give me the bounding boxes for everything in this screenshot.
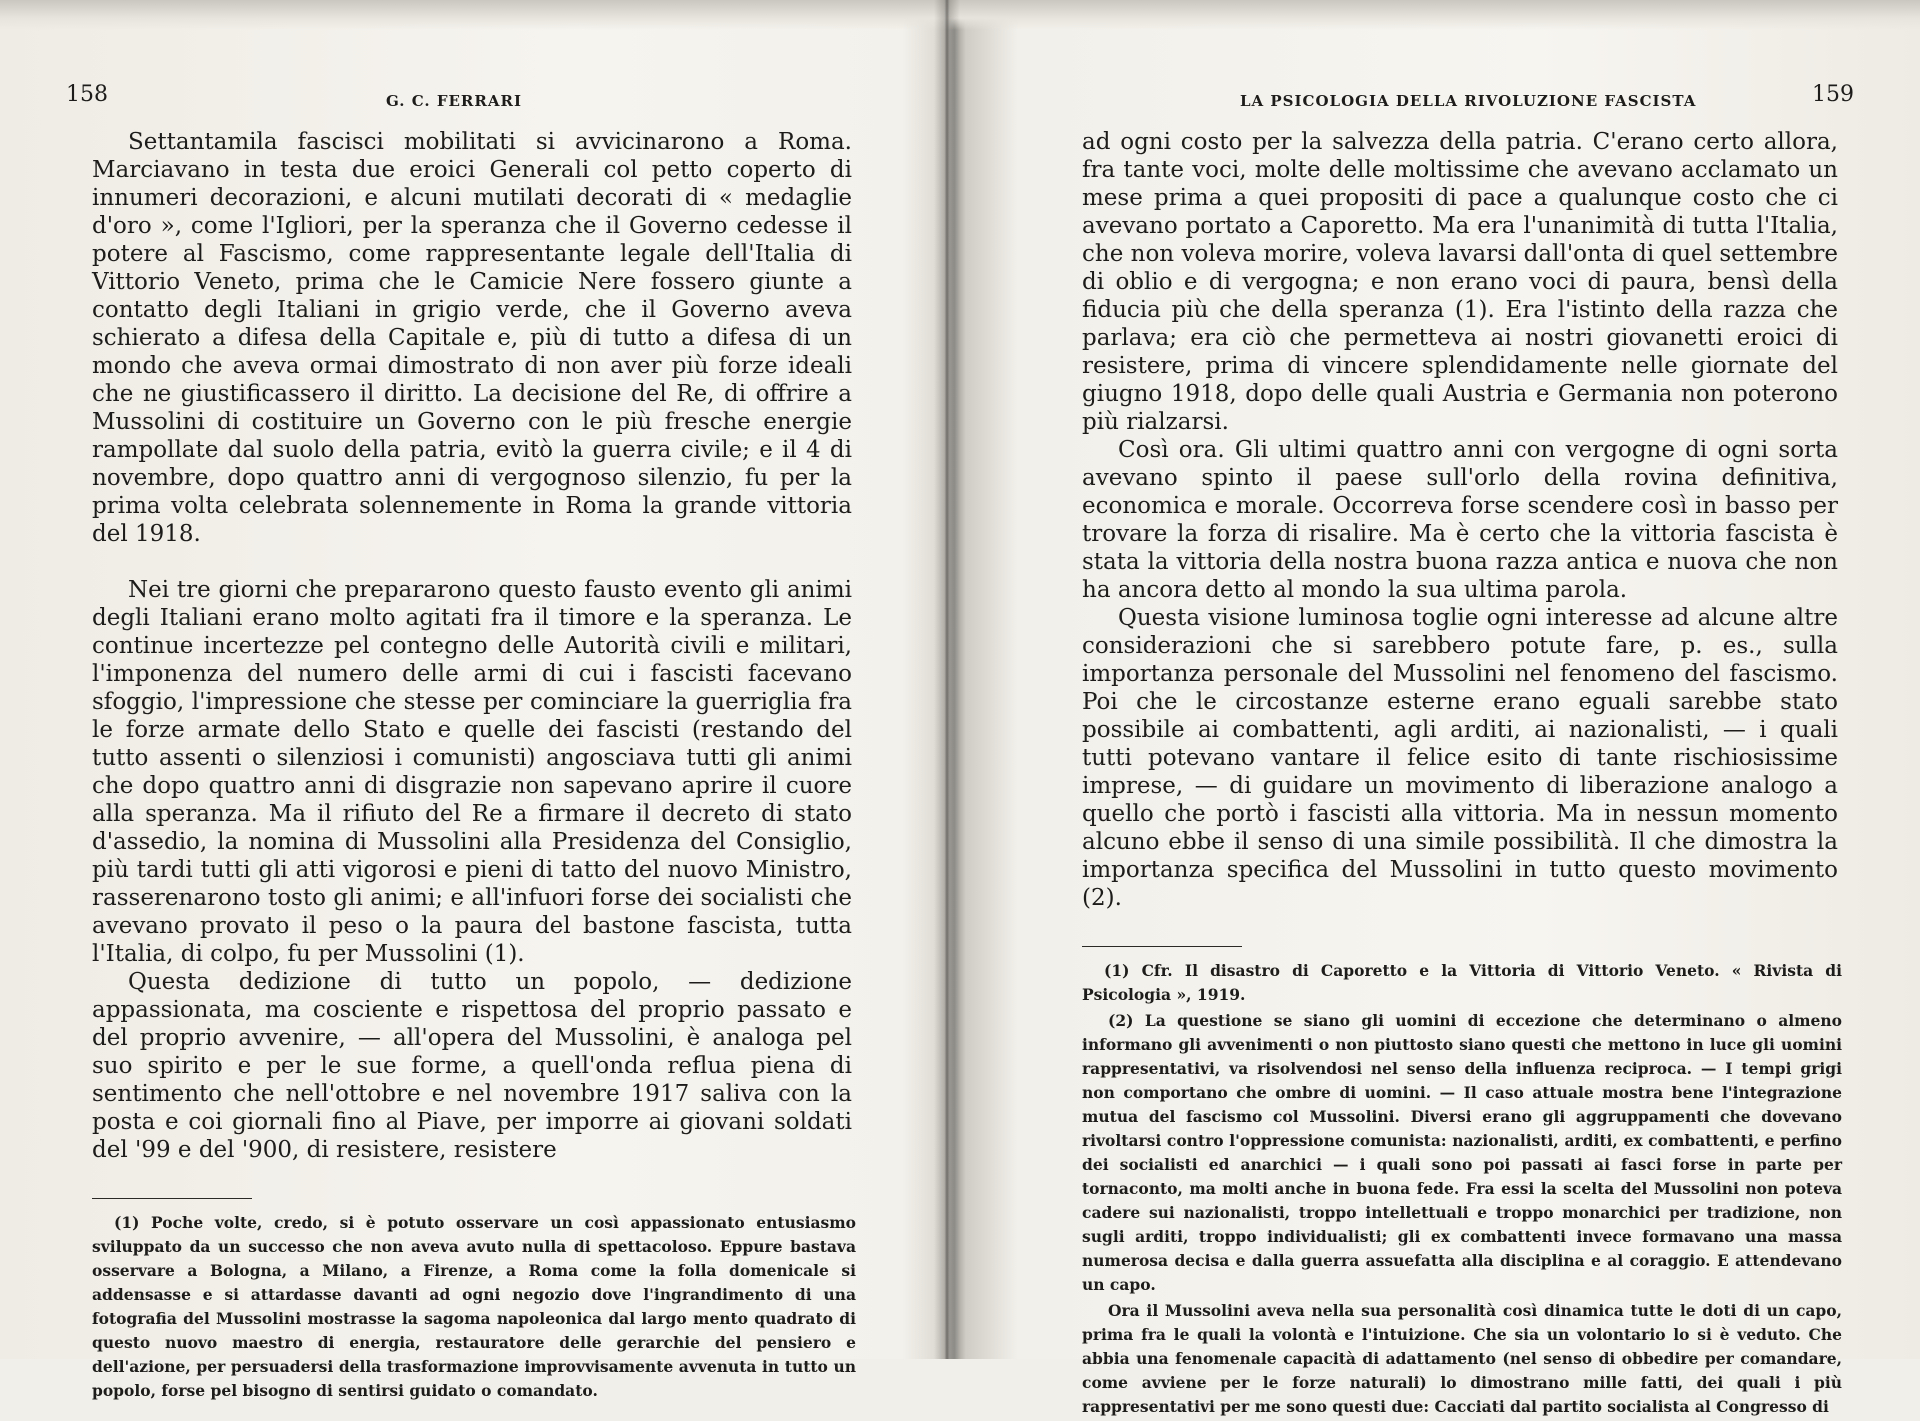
right-running-head — [1082, 82, 1854, 118]
right-footnotes — [1082, 959, 1842, 1419]
right-page-number: 159 — [1812, 82, 1854, 107]
right-body-text — [1082, 128, 1838, 912]
left-running-head — [66, 82, 856, 118]
left-running-title: G. C. FERRARI — [386, 92, 522, 110]
left-paragraph-3: Questa dedizione di tutto un popolo, — dedizione appassionata, ma cosciente e rispettosa del proprio passato e del proprio avvenire, — all'opera del Mussolini, è analoga pel suo spirito e per le sue forme, a quell'onda reflua piena di sentimento che nell'ottobre e nel novembre 1917 saliva con la posta e coi giornali fino al Piave, per imporre ai giovani soldati del '99 e del '900, di resistere, resistere — [92, 969, 852, 1163]
right-paragraph-1: ad ogni costo per la salvezza della patria. C'erano certo allora, fra tante voci, molte delle moltissime che avevano acclamato un mese prima a quei propositi di pace a qualunque costo che ci avevano portato a Caporetto. Ma era l'unanimità di tutta l'Italia, che non voleva morire, voleva lavarsi dall'onta di quel settembre di oblio e di vergogna; e non erano voci di paura, bensì della fiducia più che della speranza (1). Era l'istinto della razza che parlava; era ciò che permetteva ai nostri giovanetti eroici di resistere, prima di vincere splendidamente nelle giornate del giugno 1918, dopo delle quali Austria e Germania non poterono più rialzarsi. — [1082, 129, 1838, 435]
page-top-edge — [0, 0, 1920, 30]
left-footnote-rule — [92, 1198, 252, 1199]
right-footnote-1: (1) Cfr. Il disastro di Caporetto e la Vittoria di Vittorio Veneto. « Rivista di Psicologia », 1919. — [1082, 961, 1842, 1004]
right-footnote-3: Ora il Mussolini aveva nella sua personalità così dinamica tutte le doti di un capo, prima fra le quali la volontà e l'intuizione. Che sia un volontario lo si è veduto. Che abbia una fenomenale capacità di adattamento (nel senso di obbedire per comandare, come avviene per le forze naturali) lo dimostrano mille fatti, dei quali i più rappresentativi per me sono questi due: Cacciati dal partito socialista al Congresso di — [1082, 1301, 1842, 1416]
left-body-text — [92, 128, 852, 1164]
right-page — [1082, 82, 1854, 1421]
right-paragraph-2: Così ora. Gli ultimi quattro anni con vergogne di ogni sorta avevano spinto il paese sull'orlo della rovina definitiva, economica e morale. Occorreva forse scendere così in basso per trovare la forza di risalire. Ma è certo che la vittoria fascista è stata la vittoria della nostra buona razza antica e nuova che non ha ancora detto al mondo la sua ultima parola. — [1082, 437, 1838, 603]
left-footnotes — [92, 1211, 856, 1403]
left-paragraph-2: Nei tre giorni che prepararono questo fausto evento gli animi degli Italiani erano molto agitati fra il timore e la speranza. Le continue incertezze pel contegno delle Autorità civili e militari, l'imponenza del numero delle armi di cui i fascisti facevano sfoggio, l'impressione che stesse per cominciare la guerriglia fra le forze armate dello Stato e quelle dei fascisti (restando del tutto assenti o silenziosi i comunisti) angosciava tutti gli animi che dopo quattro anni di disgrazie non sapevano aprire il cuore alla speranza. Ma il rifiuto del Re a firmare il decreto di stato d'assedio, la nomina di Mussolini alla Presidenza del Consiglio, più tardi tutti gli atti vigorosi e pieni di tatto del nuovo Ministro, rasserenarono tosto gli animi; e all'infuori forse dei socialisti che avevano provato il peso o la paura del bastone fascista, tutta l'Italia, di colpo, fu per Mussolini (1). — [92, 577, 852, 967]
left-page — [66, 82, 856, 1405]
right-footnote-rule — [1082, 946, 1242, 947]
right-running-title: LA PSICOLOGIA DELLA RIVOLUZIONE FASCISTA — [1240, 92, 1697, 110]
right-footnote-2: (2) La questione se siano gli uomini di eccezione che determinano o almeno informano gli avvenimenti o non piuttosto siano questi che mettono in luce gli uomini rappresentativi, va risolvendosi nel senso della influenza reciproca. — I tempi grigi non comportano che ombre di uomini. — Il caso attuale mostra bene l'integrazione mutua del fascismo col Mussolini. Diversi erano gli aggruppamenti che dovevano rivoltarsi contro l'oppressione comunista: nazionalisti, arditi, ex combattenti, e perfino dei socialisti ed anarchici — i quali sono poi passati ai fasci forse in parte per tornaconto, ma molti anche in buona fede. Fra essi la scelta del Mussolini non poteva cadere sui nazionalisti, troppo intellettuali e troppo monarchici per tradizione, non sugli arditi, troppo individualisti; gli ex combattenti invece formavano una massa numerosa decisa e dalla guerra assuefatta alla disciplina e al coraggio. E attendevano un capo. — [1082, 1011, 1842, 1294]
left-page-number: 158 — [66, 82, 108, 107]
book-gutter — [934, 0, 960, 1359]
left-paragraph-1: Settantamila fascisci mobilitati si avvicinarono a Roma. Marciavano in testa due eroici Generali col petto coperto di innumeri decorazioni, e alcuni mutilati decorati di « medaglie d'oro », come l'Igliori, per la speranza che il Governo cedesse il potere al Fascismo, come rappresentante legale dell'Italia di Vittorio Veneto, prima che le Camicie Nere fossero giunte a contatto degli Italiani in grigio verde, che il Governo aveva schierato a difesa della Capitale e, più di tutto a difesa di un mondo che aveva ormai dimostrato di non aver più forze ideali che ne giustificassero il diritto. La decisione del Re, di offrire a Mussolini di costituire un Governo con le più fresche energie rampollate dal suolo della patria, evitò la guerra civile; e il 4 di novembre, dopo quattro anni di vergognoso silenzio, fu per la prima volta celebrata solennemente in Roma la grande vittoria del 1918. — [92, 129, 852, 547]
left-footnote-1: (1) Poche volte, credo, si è potuto osservare un così appassionato entusiasmo sviluppato da un successo che non aveva avuto nulla di spettacoloso. Eppure bastava osservare a Bologna, a Milano, a Firenze, a Roma come la folla domenicale si addensasse e si attardasse davanti ad ogni negozio dove l'ingrandimento di una fotografia del Mussolini mostrasse la sagoma napoleonica dal largo mento quadrato di questo nuovo maestro di energia, restauratore delle gerarchie del pensiero e dell'azione, per persuadersi della trasformazione improvvisamente avvenuta in tutto un popolo, forse pel bisogno di sentirsi guidato o comandato. — [92, 1213, 856, 1400]
right-paragraph-3: Questa visione luminosa toglie ogni interesse ad alcune altre considerazioni che si sarebbero potute fare, p. es., sulla importanza personale del Mussolini nel fenomeno del fascismo. Poi che le circostanze esterne erano eguali sarebbe stato possibile ai combattenti, agli arditi, ai nazionalisti, — i quali tutti potevano vantare il felice esito di tante rischiosissime imprese, — di guidare un movimento di liberazione analogo a quello che portò i fascisti alla vittoria. Ma in nessun momento alcuno ebbe il senso di una simile possibilità. Il che dimostra la importanza specifica del Mussolini in tutto questo movimento (2). — [1082, 605, 1838, 911]
